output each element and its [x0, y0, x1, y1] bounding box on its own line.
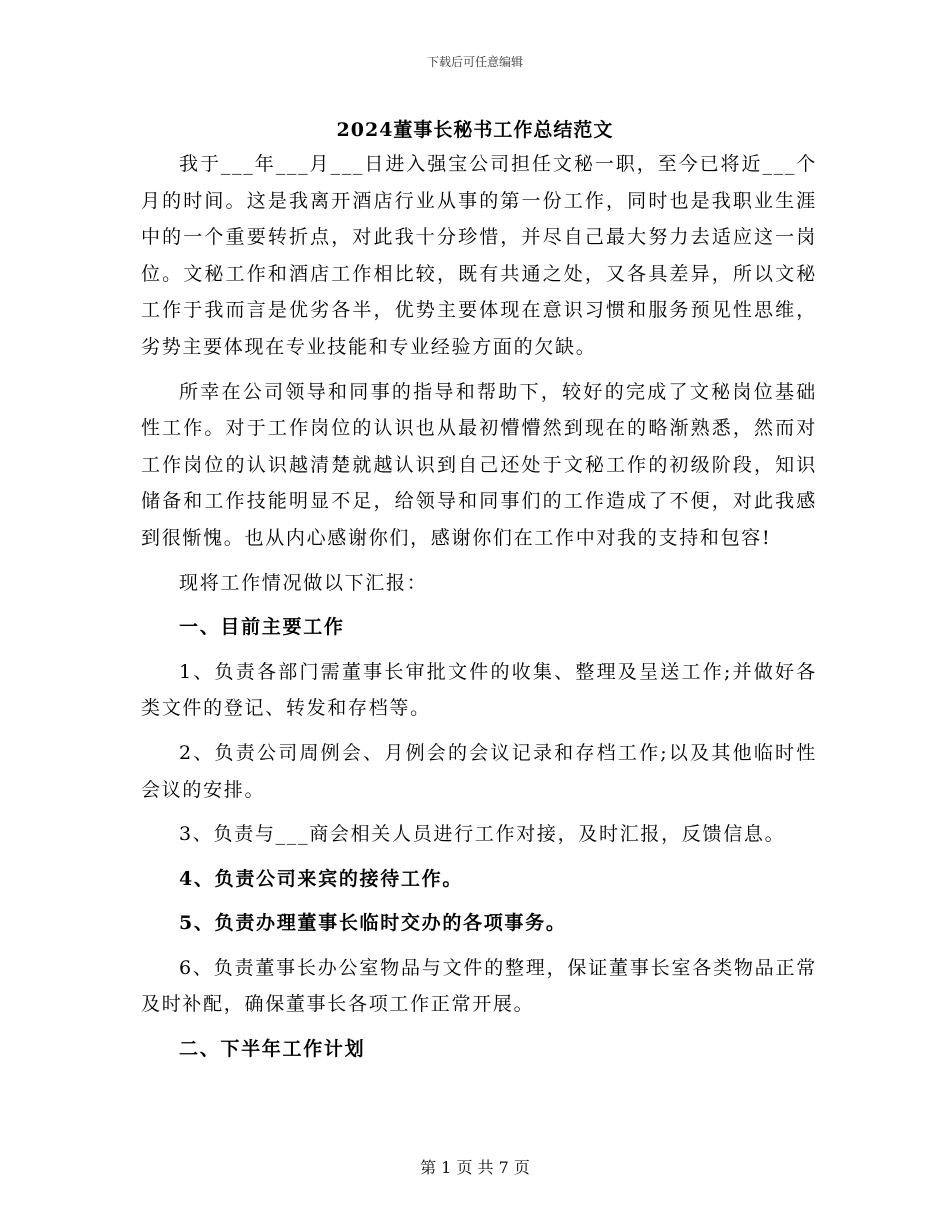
paragraph-intro: 我于___年___月___日进入强宝公司担任文秘一职，至今已将近___个月的时间。这是我离开酒店行业从事的第一份工作，同时也是我职业生涯中的一个重要转折点，对此我十分珍惜，并尽自己最大努力去适应这一岗位。文秘工作和酒店工作相比较，既有共通之处，又各具差异，所以文秘工作于我而言是优劣各半，优势主要体现在意识习惯和服务预见性思维，劣势主要体现在专业技能和专业经验方面的欠缺。	[141, 153, 817, 358]
list-item-5: 5、负责办理董事长临时交办的各项事务。	[179, 912, 567, 935]
paragraph-report-lead: 现将工作情况做以下汇报：	[179, 571, 428, 594]
list-item-2: 2、负责公司周例会、月例会的会议记录和存档工作;以及其他临时性会议的安排。	[141, 741, 817, 801]
document-title: 2024董事长秘书工作总结范文	[336, 119, 614, 141]
document-body	[141, 146, 817, 1068]
section-heading-current-work: 一、目前主要工作	[179, 616, 345, 639]
page-header: 下载后可任意编辑	[426, 55, 523, 69]
section-heading-next-plan: 二、下半年工作计划	[179, 1038, 366, 1061]
paragraph-thanks: 所幸在公司领导和同事的指导和帮助下，较好的完成了文秘岗位基础性工作。对于工作岗位的认识也从最初懵懵然到现在的略渐熟悉，然而对工作岗位的认识越清楚就越认识到自己还处于文秘工作的初级阶段，知识储备和工作技能明显不足，给领导和同事们的工作造成了不便，对此我感到很惭愧。也从内心感谢你们，感谢你们在工作中对我的支持和包容!	[141, 380, 817, 549]
page-footer: 第 1 页 共 7 页	[420, 1158, 530, 1177]
list-item-3: 3、负责与___商会相关人员进行工作对接，及时汇报，反馈信息。	[179, 823, 786, 846]
list-item-4: 4、负责公司来宾的接待工作。	[179, 867, 464, 890]
list-item-1: 1、负责各部门需董事长审批文件的收集、整理及呈送工作;并做好各类文件的登记、转发和存档等。	[141, 660, 817, 720]
list-item-6: 6、负责董事长办公室物品与文件的整理，保证董事长室各类物品正常及时补配，确保董事长各项工作正常开展。	[141, 956, 817, 1016]
